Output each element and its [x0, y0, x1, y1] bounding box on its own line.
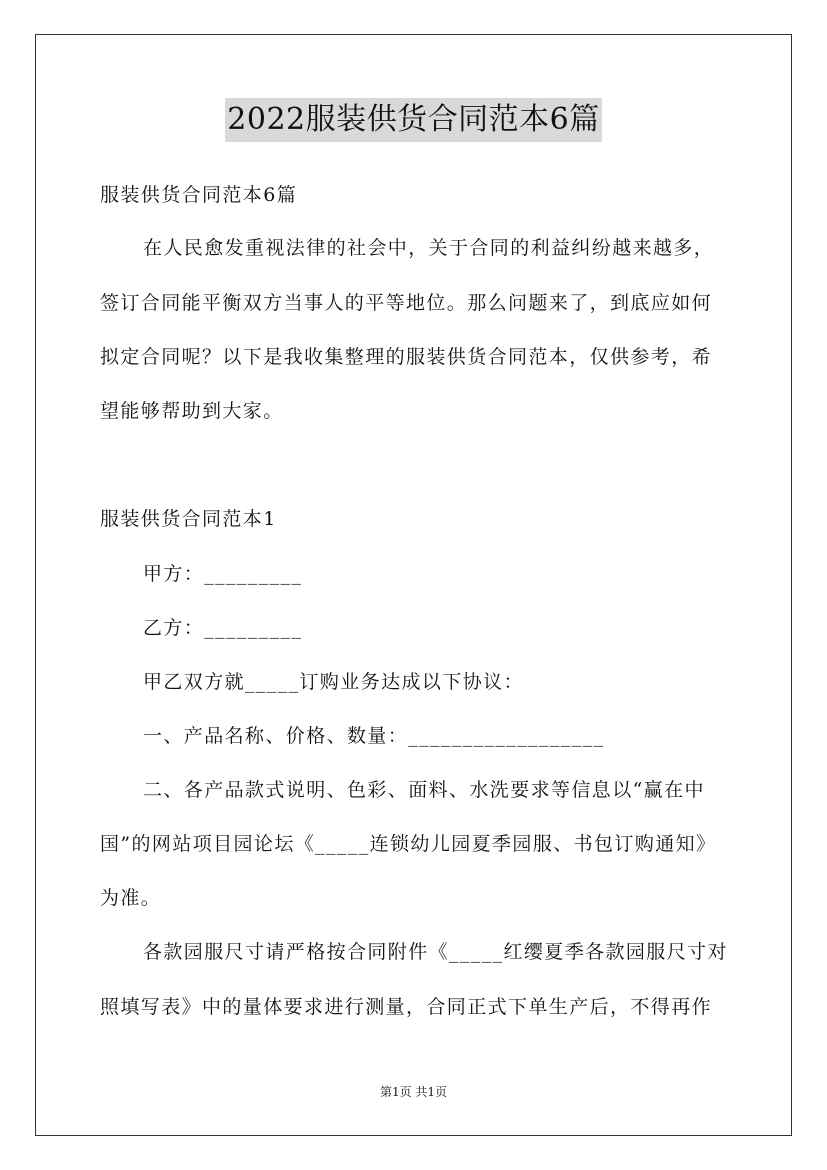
clause-3-line: 照填写表》中的量体要求进行测量，合同正式下单生产后，不得再作: [100, 996, 713, 1018]
clause-1: 一、产品名称、价格、数量：__________________: [143, 725, 605, 747]
intro-line: 望能够帮助到大家。: [100, 400, 284, 422]
clause-2-line: 国”的网站项目园论坛《_____连锁幼儿园夏季园服、书包订购通知》: [100, 833, 717, 855]
intro-line: 拟定合同呢？以下是我收集整理的服装供货合同范本，仅供参考，希: [100, 346, 713, 368]
party-b-line: 乙方：_________: [143, 617, 303, 639]
clause-3-line: 各款园服尺寸请严格按合同附件《_____红缨夏季各款园服尺寸对: [143, 941, 728, 963]
clause-2-line: 为准。: [100, 887, 162, 909]
agreement-line: 甲乙双方就_____订购业务达成以下协议：: [143, 671, 524, 693]
party-a-line: 甲方：_________: [143, 563, 303, 585]
page-footer: 第1页 共1页: [379, 1085, 448, 1099]
intro-line: 在人民愈发重视法律的社会中，关于合同的利益纠纷越来越多，: [143, 237, 715, 259]
clause-2-line: 二、各产品款式说明、色彩、面料、水洗要求等信息以“赢在中: [143, 779, 705, 801]
document-subtitle: 服装供货合同范本6篇: [100, 184, 298, 206]
title-container: [0, 98, 827, 142]
document-title: 2022服装供货合同范本6篇: [225, 98, 601, 142]
intro-line: 签订合同能平衡双方当事人的平等地位。那么问题来了，到底应如何: [100, 292, 713, 314]
section-heading: 服装供货合同范本1: [100, 508, 277, 530]
